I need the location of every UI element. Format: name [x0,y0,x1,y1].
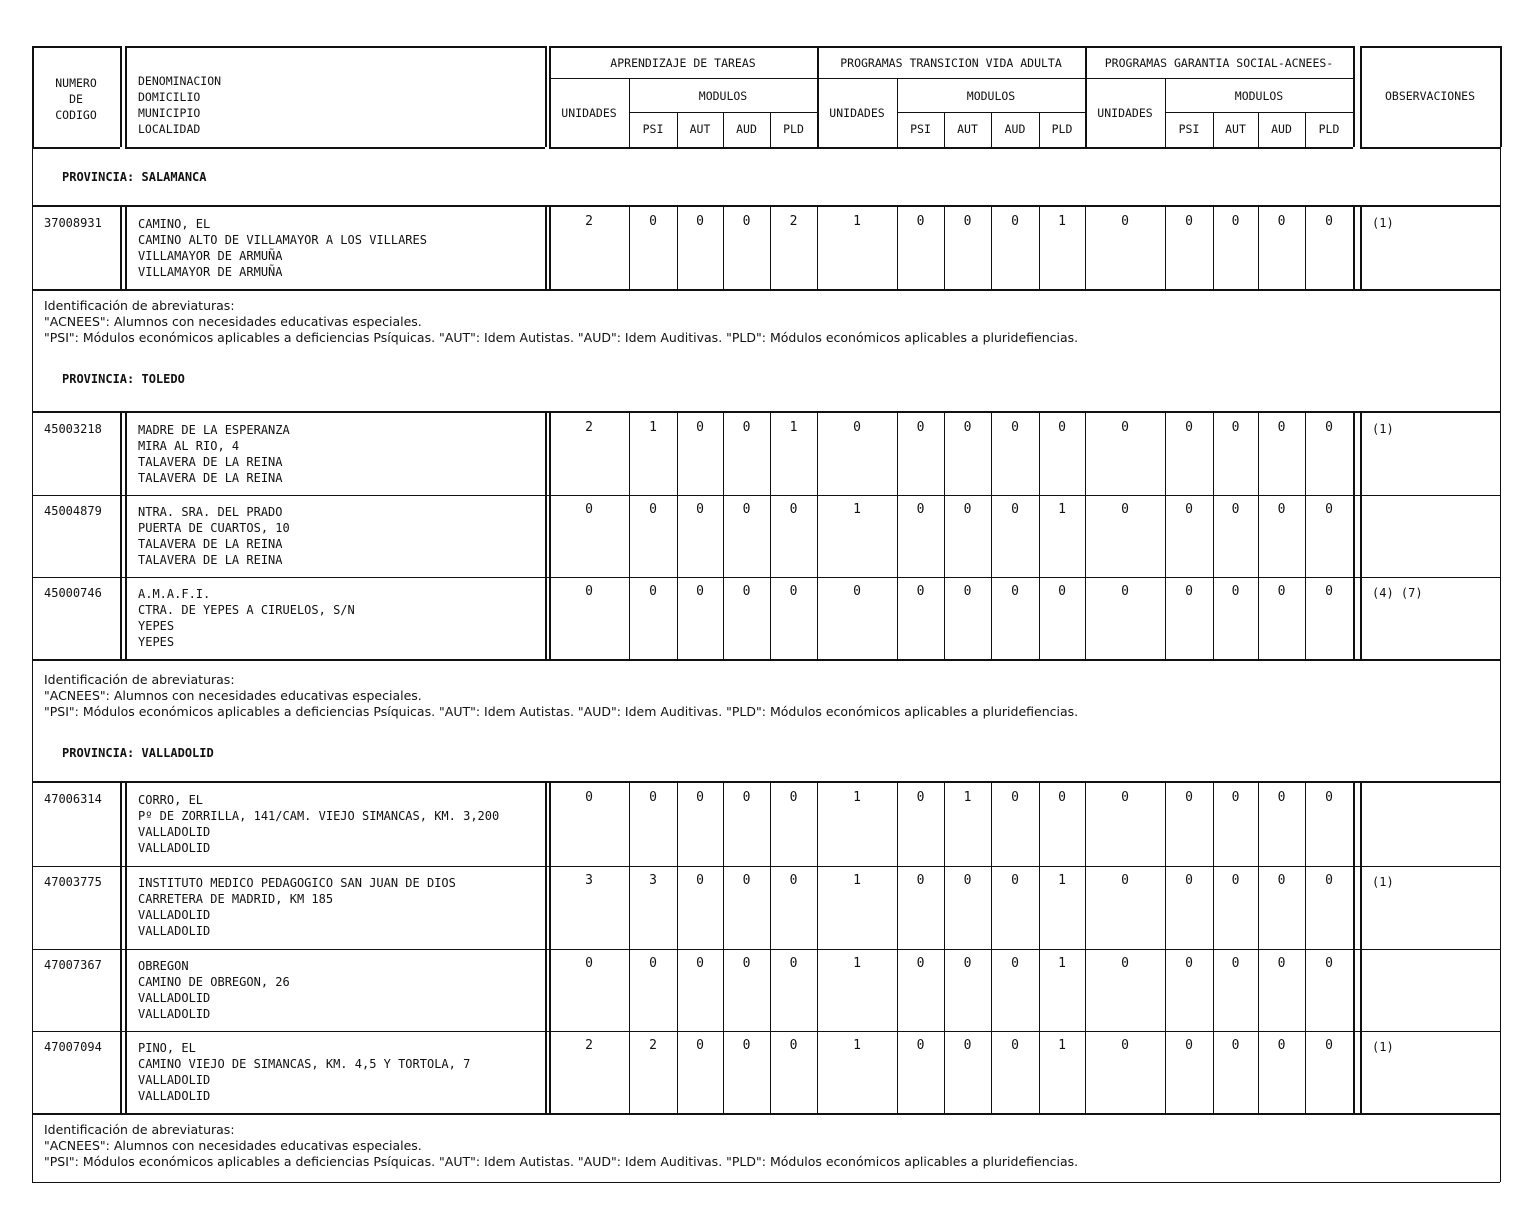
value-cell: 0 [742,790,751,805]
value-cell: 1 [649,420,657,435]
rule-line [1039,783,1040,1113]
school-detail-line: VALLADOLID [138,908,211,922]
value-cell: 0 [1185,956,1193,971]
header-module-col: PLD [783,122,804,136]
section-top-rule [32,781,1500,783]
school-detail-line: VALLADOLID [138,825,211,839]
abbreviation-note: Identificación de abreviaturas: [44,298,235,313]
header-module-col: AUT [1225,122,1246,136]
row-divider [32,1031,1500,1032]
rule-line [1085,783,1086,1113]
rule-line [1258,783,1259,1113]
observation: (1) [1372,422,1394,436]
rule-line [549,411,551,661]
header-module-col: AUT [689,122,711,136]
value-cell: 0 [649,502,657,517]
header-module-col: AUD [1004,122,1026,136]
rule-line [1305,413,1306,659]
rule-line [1165,112,1353,113]
value-cell: 1 [853,956,861,971]
school-detail-line: INSTITUTO MEDICO PEDAGOGICO SAN JUAN DE DIOS [138,876,456,890]
value-cell: 0 [963,214,972,229]
value-cell: 0 [649,956,657,971]
rule-line [1360,781,1362,1115]
rule-line [817,783,818,1113]
row-divider [32,577,1500,578]
school-detail-line: VALLADOLID [138,924,211,938]
value-cell: 0 [696,214,704,229]
abbreviation-note: "ACNEES": Alumnos con necesidades educativas especiales. [44,314,422,329]
school-detail-line: CORRO, EL [138,793,204,807]
rule-line [1258,413,1259,659]
rule-line [125,411,127,661]
header-unidades: UNIDADES [829,106,885,120]
school-detail-line: YEPES [138,619,175,633]
rule-line [125,781,127,1115]
value-cell: 0 [1011,1038,1019,1053]
rule-line [549,46,1353,48]
value-cell: 0 [1325,873,1333,888]
school-detail-line: CAMINO ALTO DE VILLAMAYOR A LOS VILLARES [138,233,427,247]
value-cell: 0 [789,502,798,517]
school-detail-line: CAMINO VIEJO DE SIMANCAS, KM. 4,5 Y TORTOLA, 7 [138,1057,471,1071]
rule-line [1085,413,1086,659]
value-cell: 0 [789,790,798,805]
school-detail-line: VALLADOLID [138,1007,211,1021]
value-cell: 0 [1121,502,1129,517]
value-cell: 0 [916,790,925,805]
province-title: PROVINCIA: SALAMANCA [62,170,207,184]
school-detail-line: VILLAMAYOR DE ARMUÑA [138,265,283,279]
rule-line [1039,413,1040,659]
value-cell: 0 [1121,584,1129,599]
value-cell: 0 [1325,1038,1333,1053]
value-cell: 0 [649,214,657,229]
school-detail-line: YEPES [138,635,175,649]
rule-line [1213,413,1214,659]
rule-line [120,411,122,661]
school-detail-line: MIRA AL RIO, 4 [138,439,240,453]
value-cell: 0 [916,584,925,599]
header-unidades: UNIDADES [561,106,617,120]
value-cell: 0 [1277,584,1286,599]
value-cell: 0 [1058,420,1066,435]
value-cell: 1 [853,214,861,229]
rule-line [1360,205,1362,291]
page-border-right [1500,147,1501,1182]
school-detail-line: TALAVERA DE LA REINA [138,553,283,567]
value-cell: 0 [1058,790,1066,805]
value-cell: 0 [1121,873,1129,888]
value-cell: 0 [1231,873,1240,888]
school-detail-line: VALLADOLID [138,1073,211,1087]
value-cell: 0 [1011,420,1019,435]
value-cell: 0 [742,502,751,517]
header-group-title: PROGRAMAS GARANTIA SOCIAL-ACNEES- [1104,56,1334,70]
school-code: 37008931 [44,216,102,230]
value-cell: 1 [853,1038,861,1053]
header-denominacion-line: MUNICIPIO [138,106,201,120]
header-modulos: MODULOS [698,89,748,103]
rule-line [770,783,771,1113]
school-detail-line: TALAVERA DE LA REINA [138,537,283,551]
school-detail-line: OBREGON [138,959,189,973]
value-cell: 2 [585,214,593,229]
value-cell: 0 [696,873,704,888]
section-top-rule [32,205,1500,207]
header-denominacion-line: LOCALIDAD [138,122,201,136]
rule-line [1165,413,1166,659]
value-cell: 0 [1231,1038,1240,1053]
school-detail-line: CTRA. DE YEPES A CIRUELOS, S/N [138,603,355,617]
value-cell: 0 [1121,420,1129,435]
rule-line [1353,411,1355,661]
rule-line [944,783,945,1113]
rule-line [677,783,678,1113]
value-cell: 0 [1277,502,1286,517]
rule-line [1353,205,1355,291]
value-cell: 2 [649,1038,657,1053]
rule-line [944,413,945,659]
school-code: 47007094 [44,1040,102,1054]
value-cell: 2 [789,214,798,229]
value-cell: 0 [916,502,925,517]
value-cell: 0 [1231,584,1240,599]
school-code: 45000746 [44,586,102,600]
value-cell: 0 [1325,420,1333,435]
header-module-col: AUD [1271,122,1292,136]
value-cell: 0 [1231,502,1240,517]
value-cell: 0 [789,1038,798,1053]
abbreviation-note: Identificación de abreviaturas: [44,1122,235,1137]
value-cell: 0 [789,873,798,888]
value-cell: 1 [789,420,798,435]
abbreviation-note: "ACNEES": Alumnos con necesidades educativas especiales. [44,1138,422,1153]
rule-line [677,413,678,659]
row-divider [32,495,1500,496]
value-cell: 0 [696,790,704,805]
value-cell: 0 [963,584,972,599]
school-code: 45004879 [44,504,102,518]
value-cell: 0 [585,584,593,599]
value-cell: 0 [963,873,972,888]
page-border-left [32,147,33,1182]
rule-line [125,205,127,291]
school-detail-line: VALLADOLID [138,991,211,1005]
observation: (4) (7) [1372,586,1423,600]
header-denominacion-line: DOMICILIO [138,90,201,104]
value-cell: 0 [1011,790,1019,805]
observation: (1) [1372,1040,1394,1054]
value-cell: 0 [789,584,798,599]
header-module-col: AUD [736,122,757,136]
school-detail-line: TALAVERA DE LA REINA [138,471,283,485]
page-border-bottom [32,1182,1500,1183]
value-cell: 0 [696,584,704,599]
school-detail-line: Pº DE ZORRILLA, 141/CAM. VIEJO SIMANCAS, KM. 3,200 [138,809,500,823]
value-cell: 0 [1185,502,1193,517]
rule-line [1360,411,1362,661]
value-cell: 2 [585,1038,593,1053]
value-cell: 0 [853,584,861,599]
rule-line [629,783,630,1113]
value-cell: 3 [649,873,657,888]
value-cell: 0 [789,956,798,971]
rule-line [1305,783,1306,1113]
section-bottom-rule [32,1113,1500,1115]
header-codigo-line: DE [69,92,83,106]
header-modulos: MODULOS [1234,89,1284,103]
school-detail-line: A.M.A.F.I. [138,587,211,601]
header-module-col: PSI [910,122,931,136]
rule-line [549,78,1353,79]
rule-line [897,783,898,1113]
value-cell: 0 [742,956,751,971]
value-cell: 0 [1121,790,1129,805]
header-module-col: PSI [1178,122,1200,136]
school-detail-line: PUERTA DE CUARTOS, 10 [138,521,290,535]
value-cell: 0 [1277,956,1286,971]
rule-line [125,46,545,48]
value-cell: 0 [1121,1038,1129,1053]
value-cell: 0 [1231,214,1240,229]
section-bottom-rule [32,289,1500,291]
school-detail-line: VILLAMAYOR DE ARMUÑA [138,249,283,263]
school-detail-line: CARRETERA DE MADRID, KM 185 [138,892,334,906]
value-cell: 0 [649,584,657,599]
school-detail-line: VALLADOLID [138,1089,211,1103]
header-module-col: PSI [642,122,664,136]
value-cell: 1 [1058,873,1066,888]
value-cell: 0 [1011,214,1019,229]
rule-line [723,783,724,1113]
value-cell: 0 [1185,790,1193,805]
rule-line [125,46,127,147]
value-cell: 2 [585,420,593,435]
value-cell: 0 [742,873,751,888]
rule-line [125,147,545,149]
rule-line [817,413,818,659]
header-module-col: AUT [957,122,978,136]
province-title: PROVINCIA: TOLEDO [62,372,185,386]
value-cell: 0 [585,790,593,805]
row-divider [32,949,1500,950]
section-top-rule [32,411,1500,413]
school-detail-line: NTRA. SRA. DEL PRADO [138,505,283,519]
value-cell: 0 [916,873,925,888]
school-detail-line: TALAVERA DE LA REINA [138,455,283,469]
school-detail-line: VALLADOLID [138,841,211,855]
rule-line [629,413,630,659]
school-code: 45003218 [44,422,102,436]
value-cell: 0 [916,1038,925,1053]
value-cell: 1 [1058,956,1066,971]
value-cell: 1 [853,873,861,888]
rule-line [32,147,120,149]
abbreviation-note: "PSI": Módulos económicos aplicables a deficiencias Psíquicas. "AUT": Idem Autistas. "AUD": Idem Auditivas. "PLD": Módulos económicos aplicables a pluridefiencias. [44,1154,1079,1169]
value-cell: 0 [916,214,925,229]
value-cell: 0 [1325,790,1333,805]
value-cell: 0 [585,502,593,517]
value-cell: 0 [1325,502,1333,517]
header-module-col: PLD [1318,122,1340,136]
value-cell: 0 [963,420,972,435]
value-cell: 0 [1121,956,1129,971]
header-group-title: APRENDIZAJE DE TAREAS [610,56,756,70]
value-cell: 1 [1058,1038,1066,1053]
rule-line [120,781,122,1115]
rule-line [897,413,898,659]
province-title: PROVINCIA: VALLADOLID [62,746,214,760]
abbreviation-note: "PSI": Módulos económicos aplicables a deficiencias Psíquicas. "AUT": Idem Autistas. "AUD": Idem Auditivas. "PLD": Módulos económicos aplicables a pluridefiencias. [44,330,1079,345]
value-cell: 0 [742,1038,751,1053]
value-cell: 0 [1185,1038,1193,1053]
header-modulos: MODULOS [966,89,1016,103]
value-cell: 0 [1277,1038,1286,1053]
header-codigo-line: NUMERO [55,76,97,90]
value-cell: 0 [696,420,704,435]
value-cell: 0 [1231,790,1240,805]
header-unidades: UNIDADES [1097,106,1153,120]
value-cell: 0 [1011,956,1019,971]
value-cell: 1 [853,502,861,517]
value-cell: 0 [696,1038,704,1053]
rule-line [32,46,120,48]
rule-line [545,46,547,147]
value-cell: 0 [1185,584,1193,599]
value-cell: 0 [696,956,704,971]
rule-line [723,413,724,659]
value-cell: 0 [1011,502,1019,517]
rule-line [1360,147,1500,149]
header-module-col: PLD [1051,122,1073,136]
school-detail-line: CAMINO, EL [138,217,211,231]
abbreviation-note: "PSI": Módulos económicos aplicables a deficiencias Psíquicas. "AUT": Idem Autistas. "AUD": Idem Auditivas. "PLD": Módulos económicos aplicables a pluridefiencias. [44,704,1079,719]
rule-line [1353,46,1355,147]
rule-line [770,413,771,659]
value-cell: 1 [1058,502,1066,517]
rule-line [991,783,992,1113]
rule-line [545,411,547,661]
value-cell: 0 [1058,584,1066,599]
value-cell: 0 [1231,420,1240,435]
value-cell: 0 [1325,584,1333,599]
value-cell: 0 [1121,214,1129,229]
value-cell: 0 [1277,790,1286,805]
value-cell: 0 [1277,214,1286,229]
rule-line [545,205,547,291]
section-bottom-rule [32,659,1500,661]
value-cell: 0 [1185,420,1193,435]
observation: (1) [1372,216,1394,230]
value-cell: 1 [1058,214,1066,229]
rule-line [549,781,551,1115]
value-cell: 0 [585,956,593,971]
school-detail-line: CAMINO DE OBREGON, 26 [138,975,290,989]
header-denominacion-line: DENOMINACION [138,74,222,88]
value-cell: 0 [853,420,861,435]
value-cell: 1 [853,790,861,805]
school-code: 47003775 [44,875,102,889]
value-cell: 0 [649,790,657,805]
value-cell: 0 [696,502,704,517]
value-cell: 0 [963,956,972,971]
value-cell: 0 [1277,420,1286,435]
rule-line [545,781,547,1115]
value-cell: 0 [1011,873,1019,888]
school-code: 47007367 [44,958,102,972]
rule-line [549,147,1353,149]
value-cell: 0 [1185,873,1193,888]
value-cell: 0 [742,420,751,435]
rule-line [1165,783,1166,1113]
abbreviation-note: "ACNEES": Alumnos con necesidades educativas especiales. [44,688,422,703]
value-cell: 0 [1185,214,1193,229]
rule-line [1353,781,1355,1115]
school-detail-line: PINO, EL [138,1041,196,1055]
abbreviation-note: Identificación de abreviaturas: [44,672,235,687]
rule-line [120,46,122,147]
rule-line [1500,46,1502,147]
value-cell: 1 [963,790,972,805]
value-cell: 0 [1231,956,1240,971]
value-cell: 0 [742,584,751,599]
value-cell: 0 [1325,956,1333,971]
value-cell: 0 [963,502,972,517]
value-cell: 0 [742,214,751,229]
rule-line [1213,783,1214,1113]
rule-line [991,413,992,659]
observation: (1) [1372,875,1394,889]
row-divider [32,866,1500,867]
value-cell: 0 [1325,214,1333,229]
rule-line [1360,46,1500,48]
school-code: 47006314 [44,792,102,806]
value-cell: 0 [916,956,925,971]
value-cell: 0 [916,420,925,435]
value-cell: 0 [963,1038,972,1053]
header-observaciones: OBSERVACIONES [1384,89,1475,103]
value-cell: 0 [1277,873,1286,888]
value-cell: 3 [585,873,593,888]
school-detail-line: MADRE DE LA ESPERANZA [138,423,290,437]
value-cell: 0 [1011,584,1019,599]
header-codigo-line: CODIGO [55,108,97,122]
header-group-title: PROGRAMAS TRANSICION VIDA ADULTA [840,56,1062,70]
rule-line [120,205,122,291]
